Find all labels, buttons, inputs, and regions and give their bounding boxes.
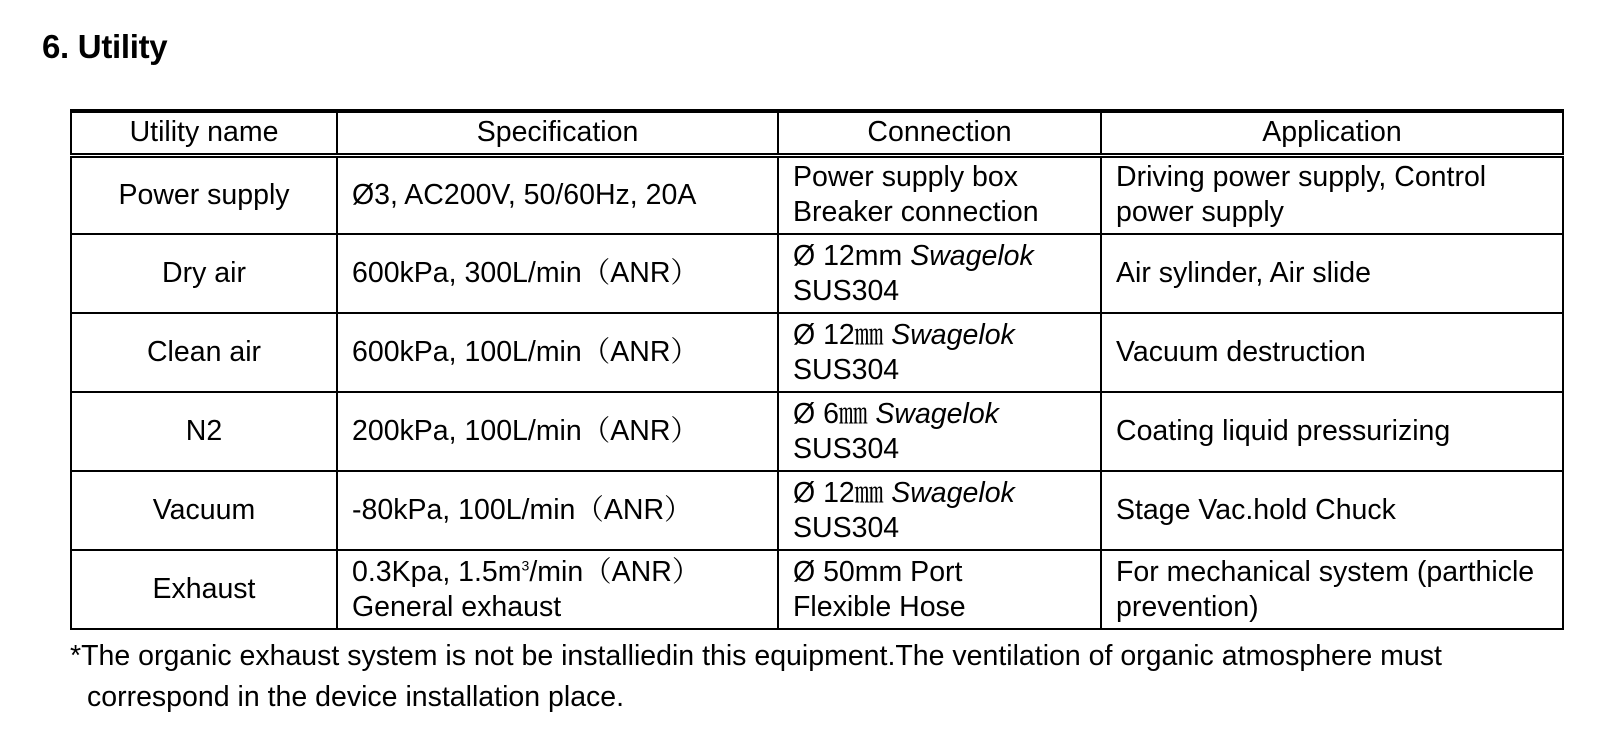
utility-name-cell: N2 xyxy=(71,392,337,471)
table-row xyxy=(71,313,1563,392)
table-header-row xyxy=(71,111,1563,155)
connection-cell xyxy=(778,234,1101,313)
connection-fitting-brand: Swagelok xyxy=(891,476,1015,509)
connection-size: Power supply box xyxy=(793,161,1018,194)
table-row xyxy=(71,234,1563,313)
specification-cell xyxy=(337,550,778,629)
connection-line1 xyxy=(793,318,1086,353)
specification-cell: 200kPa, 100L/min（ANR） xyxy=(337,392,778,471)
spec-superscript: 3 xyxy=(521,557,530,573)
application-cell: Air sylinder, Air slide xyxy=(1101,234,1563,313)
connection-line1 xyxy=(793,555,1086,590)
application-cell: Vacuum destruction xyxy=(1101,313,1563,392)
utility-name-cell: Power supply xyxy=(71,155,337,234)
footnote-line2: correspond in the device installation place. xyxy=(87,681,625,713)
spec-flow-prefix: 0.3Kpa, 1.5m xyxy=(352,555,522,588)
utility-name-cell: Vacuum xyxy=(71,471,337,550)
connection-size: Ø 50mm Port xyxy=(793,555,963,588)
footnote xyxy=(70,636,1570,718)
connection-line2: SUS304 xyxy=(793,274,900,307)
specification-line1 xyxy=(352,555,763,590)
specification-cell: -80kPa, 100L/min（ANR） xyxy=(337,471,778,550)
connection-cell xyxy=(778,392,1101,471)
table-row xyxy=(71,155,1563,234)
connection-fitting-brand: Swagelok xyxy=(891,318,1015,351)
specification-cell: 600kPa, 300L/min（ANR） xyxy=(337,234,778,313)
connection-cell xyxy=(778,313,1101,392)
specification-cell: Ø3, AC200V, 50/60Hz, 20A xyxy=(337,155,778,234)
application-cell: For mechanical system (parthicle prevention) xyxy=(1101,550,1563,629)
connection-cell xyxy=(778,550,1101,629)
connection-line2: SUS304 xyxy=(793,353,900,386)
connection-line1 xyxy=(793,160,1086,195)
section-title: 6. Utility xyxy=(42,28,168,65)
connection-cell xyxy=(778,155,1101,234)
connection-size: Ø 12㎜ xyxy=(793,476,892,509)
connection-fitting-brand: Swagelok xyxy=(910,239,1034,272)
header-application: Application xyxy=(1101,111,1563,155)
utility-name-cell: Dry air xyxy=(71,234,337,313)
table-row xyxy=(71,392,1563,471)
connection-cell xyxy=(778,471,1101,550)
connection-fitting-brand: Swagelok xyxy=(875,397,999,430)
connection-line2: Breaker connection xyxy=(793,196,1039,229)
application-cell: Stage Vac.hold Chuck xyxy=(1101,471,1563,550)
connection-line1 xyxy=(793,397,1086,432)
connection-size: Ø 12mm xyxy=(793,239,911,272)
connection-size: Ø 12㎜ xyxy=(793,318,892,351)
table-row xyxy=(71,471,1563,550)
application-cell: Driving power supply, Control power supply xyxy=(1101,155,1563,234)
utility-table xyxy=(70,109,1564,630)
specification-cell: 600kPa, 100L/min（ANR） xyxy=(337,313,778,392)
connection-line2: SUS304 xyxy=(793,511,900,544)
utility-name-cell: Exhaust xyxy=(71,550,337,629)
specification-line2: General exhaust xyxy=(352,590,562,623)
header-connection: Connection xyxy=(778,111,1101,155)
connection-size: Ø 6㎜ xyxy=(793,397,876,430)
connection-line2: Flexible Hose xyxy=(793,590,966,623)
connection-line1 xyxy=(793,476,1086,511)
connection-line1 xyxy=(793,239,1086,274)
table-row xyxy=(71,550,1563,629)
utility-name-cell: Clean air xyxy=(71,313,337,392)
header-specification: Specification xyxy=(337,111,778,155)
footnote-line1: *The organic exhaust system is not be installiedin this equipment.The ventilation of organic atmosphere must xyxy=(70,640,1442,672)
connection-line2: SUS304 xyxy=(793,432,900,465)
application-cell: Coating liquid pressurizing xyxy=(1101,392,1563,471)
spec-flow-suffix: /min（ANR） xyxy=(529,555,701,588)
header-utility-name: Utility name xyxy=(71,111,337,155)
